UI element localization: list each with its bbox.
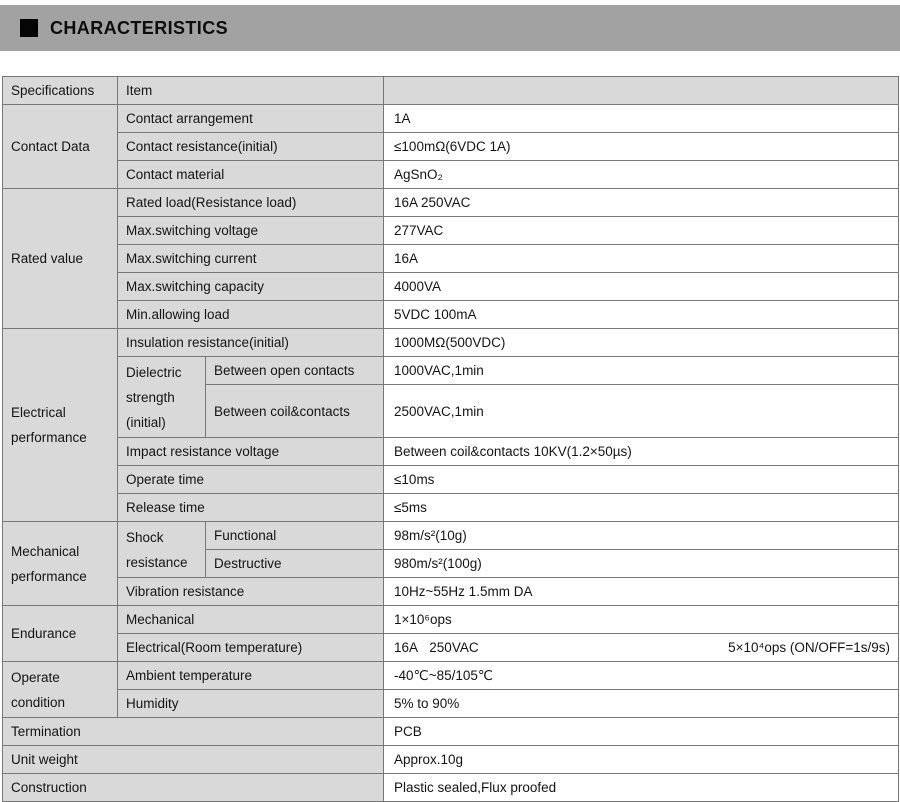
value-operate-time: ≤10ms (384, 466, 899, 494)
characteristics-table (2, 76, 899, 802)
endurance-electrical-ops: 5×10⁴ops (ON/OFF=1s/9s) (728, 640, 891, 655)
item-dielectric-strength: Dielectric strength (initial) (118, 357, 206, 438)
item-impact-resistance-voltage: Impact resistance voltage (118, 438, 384, 466)
spec-construction: Construction (3, 774, 384, 802)
value-rated-load: 16A 250VAC (384, 189, 899, 217)
item-between-open-contacts: Between open contacts (206, 357, 384, 385)
item-operate-time: Operate time (118, 466, 384, 494)
table-row (3, 718, 899, 746)
value-shock-destructive: 980m/s²(100g) (384, 550, 899, 578)
item-rated-load: Rated load(Resistance load) (118, 189, 384, 217)
value-ambient-temperature: -40℃~85/105℃ (384, 662, 899, 690)
item-shock-resistance: Shock resistance (118, 522, 206, 578)
value-humidity: 5% to 90% (384, 690, 899, 718)
table-row (3, 634, 899, 662)
spec-operate-condition: Operate condition (3, 662, 118, 718)
value-unit-weight: Approx.10g (384, 746, 899, 774)
item-endurance-mechanical: Mechanical (118, 606, 384, 634)
item-release-time: Release time (118, 494, 384, 522)
black-square-bullet-icon (20, 19, 38, 37)
table-row (3, 189, 899, 217)
section-title-bar (0, 5, 900, 51)
table-row (3, 245, 899, 273)
spec-rated-value: Rated value (3, 189, 118, 329)
table-row (3, 217, 899, 245)
endurance-electrical-load: 16A 250VAC (394, 640, 479, 655)
table-row (3, 606, 899, 634)
item-contact-material: Contact material (118, 161, 384, 189)
page-title: CHARACTERISTICS (50, 17, 229, 38)
table-row (3, 329, 899, 357)
table-header-row (3, 77, 899, 105)
table-row (3, 438, 899, 466)
item-max-switching-current: Max.switching current (118, 245, 384, 273)
value-endurance-electrical (384, 634, 899, 662)
spec-mechanical-performance: Mechanical performance (3, 522, 118, 606)
item-humidity: Humidity (118, 690, 384, 718)
item-contact-resistance: Contact resistance(initial) (118, 133, 384, 161)
header-specifications: Specifications (3, 77, 118, 105)
table-row (3, 161, 899, 189)
item-contact-arrangement: Contact arrangement (118, 105, 384, 133)
item-max-switching-capacity: Max.switching capacity (118, 273, 384, 301)
table-row (3, 133, 899, 161)
value-termination: PCB (384, 718, 899, 746)
value-vibration-resistance: 10Hz~55Hz 1.5mm DA (384, 578, 899, 606)
table-row (3, 578, 899, 606)
table-row (3, 301, 899, 329)
item-insulation-resistance: Insulation resistance(initial) (118, 329, 384, 357)
value-max-switching-voltage: 277VAC (384, 217, 899, 245)
value-contact-arrangement: 1A (384, 105, 899, 133)
table-row (3, 690, 899, 718)
item-min-allowing-load: Min.allowing load (118, 301, 384, 329)
table-row (3, 466, 899, 494)
item-shock-destructive: Destructive (206, 550, 384, 578)
table-row (3, 746, 899, 774)
spec-unit-weight: Unit weight (3, 746, 384, 774)
spec-contact-data: Contact Data (3, 105, 118, 189)
item-max-switching-voltage: Max.switching voltage (118, 217, 384, 245)
endurance-electrical-split (394, 640, 890, 655)
value-impact-resistance-voltage: Between coil&contacts 10KV(1.2×50µs) (384, 438, 899, 466)
item-shock-functional: Functional (206, 522, 384, 550)
item-between-coil-contacts: Between coil&contacts (206, 385, 384, 438)
table-row (3, 774, 899, 802)
value-insulation-resistance: 1000MΩ(500VDC) (384, 329, 899, 357)
value-contact-resistance: ≤100mΩ(6VDC 1A) (384, 133, 899, 161)
value-release-time: ≤5ms (384, 494, 899, 522)
item-vibration-resistance: Vibration resistance (118, 578, 384, 606)
value-max-switching-current: 16A (384, 245, 899, 273)
table-row (3, 522, 899, 550)
value-endurance-mechanical: 1×10⁶ops (384, 606, 899, 634)
value-contact-material: AgSnO₂ (384, 161, 899, 189)
value-shock-functional: 98m/s²(10g) (384, 522, 899, 550)
table-row (3, 105, 899, 133)
header-value (384, 77, 899, 105)
value-between-open-contacts: 1000VAC,1min (384, 357, 899, 385)
table-row (3, 357, 899, 385)
value-min-allowing-load: 5VDC 100mA (384, 301, 899, 329)
spec-electrical-performance: Electrical performance (3, 329, 118, 522)
table-row (3, 273, 899, 301)
spec-termination: Termination (3, 718, 384, 746)
value-construction: Plastic sealed,Flux proofed (384, 774, 899, 802)
item-ambient-temperature: Ambient temperature (118, 662, 384, 690)
table-row (3, 494, 899, 522)
header-item: Item (118, 77, 384, 105)
value-max-switching-capacity: 4000VA (384, 273, 899, 301)
item-endurance-electrical: Electrical(Room temperature) (118, 634, 384, 662)
table-row (3, 662, 899, 690)
spec-endurance: Endurance (3, 606, 118, 662)
value-between-coil-contacts: 2500VAC,1min (384, 385, 899, 438)
